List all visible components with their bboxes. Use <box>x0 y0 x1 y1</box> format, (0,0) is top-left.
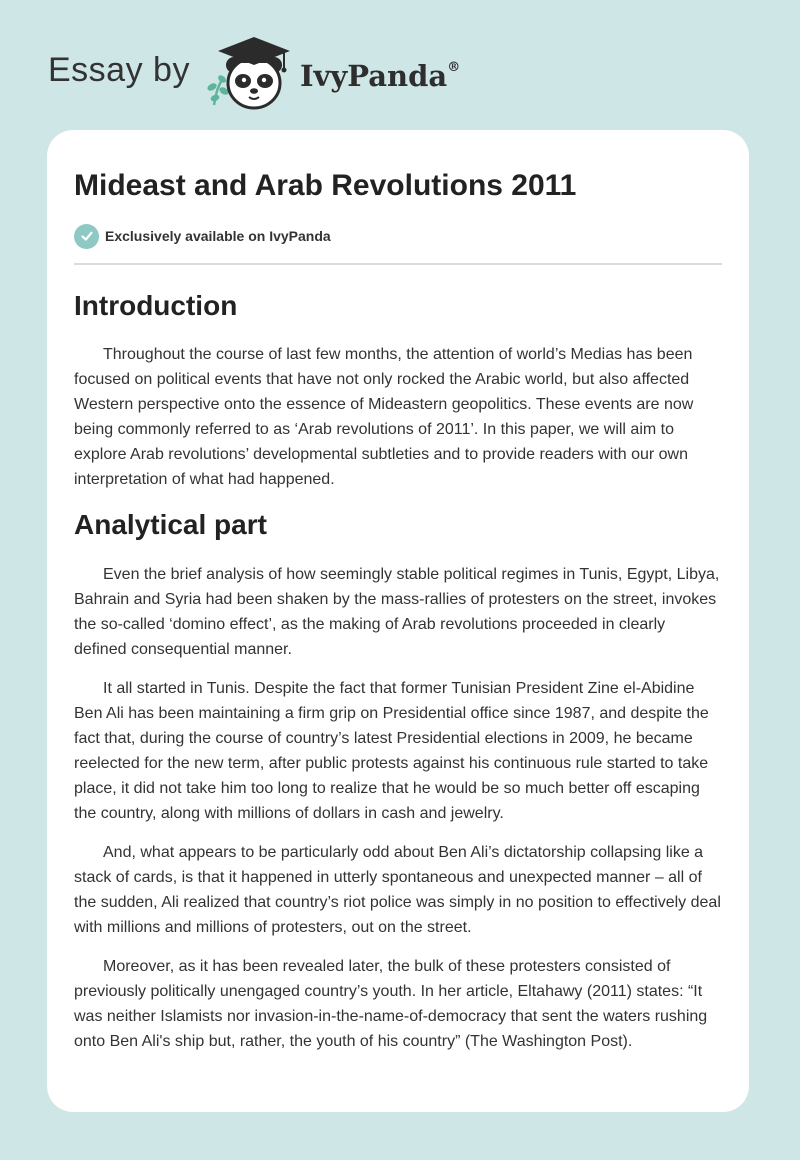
paragraph: And, what appears to be particularly odd about Ben Ali’s dictatorship collapsing like a stack of cards, is that it happened in utterly spontaneous and unexpected manner – all of the sudden, Ali realized that country’s riot police was simply in no position to effectively deal with millions and millions of protesters, out on the street. <box>74 844 721 936</box>
site-logo[interactable] <box>48 34 460 114</box>
section-heading-analytical-part: Analytical part <box>74 509 267 540</box>
section-heading-introduction: Introduction <box>74 290 238 321</box>
brand-prefix: Essay by <box>48 50 190 89</box>
essay-card <box>47 130 749 1112</box>
exclusive-badge <box>74 223 722 249</box>
registered-mark: ® <box>447 60 461 76</box>
check-icon <box>74 224 99 249</box>
panda-graduate-icon <box>204 35 296 113</box>
paragraph: It all started in Tunis. Despite the fact that former Tunisian President Zine el-Abidine Ben Ali has been maintaining a firm grip on Presidential office since 1987, and despite the fact that, during the course of country’s latest Presidential elections in 2009, he became reelected for the new term, after public protests against his continuous rule started to take place, it did not take him too long to realize that he would be so much better off escaping the country, along with millions of dollars in cash and jewelry. <box>74 680 709 822</box>
divider <box>74 263 722 265</box>
brand-name <box>300 59 460 93</box>
brand-name-text: IvyPanda <box>299 59 448 93</box>
paragraph: Moreover, as it has been revealed later, the bulk of these protesters consisted of previously politically unengaged country’s youth. In her article, Eltahawy (2011) states: “It was neither Islamists nor invasion-in-the-name-of-democracy that sent the waters rushing onto Ben Ali's ship but, rather, the youth of his country” (The Washington Post). <box>74 958 708 1050</box>
paragraph: Throughout the course of last few months, the attention of world’s Medias has been focused on political events that have not only rocked the Arabic world, but also affected Western perspective onto the essence of Mideastern geopolitics. These events are now being commonly referred to as ‘Arab revolutions of 2011’. In this paper, we will aim to explore Arab revolutions’ developmental subtleties and to provide readers with our own interpretation of what had happened. <box>74 346 694 488</box>
paragraph: Even the brief analysis of how seemingly stable political regimes in Tunis, Egypt, Libya, Bahrain and Syria had been shaken by the mass-rallies of protesters on the street, invokes the so-called ‘domino effect’, as the making of Arab revolutions proceeded in clearly defined consequential manner. <box>74 566 720 658</box>
exclusive-badge-label: Exclusively available on IvyPanda <box>105 228 331 244</box>
page-title: Mideast and Arab Revolutions 2011 <box>74 169 577 202</box>
